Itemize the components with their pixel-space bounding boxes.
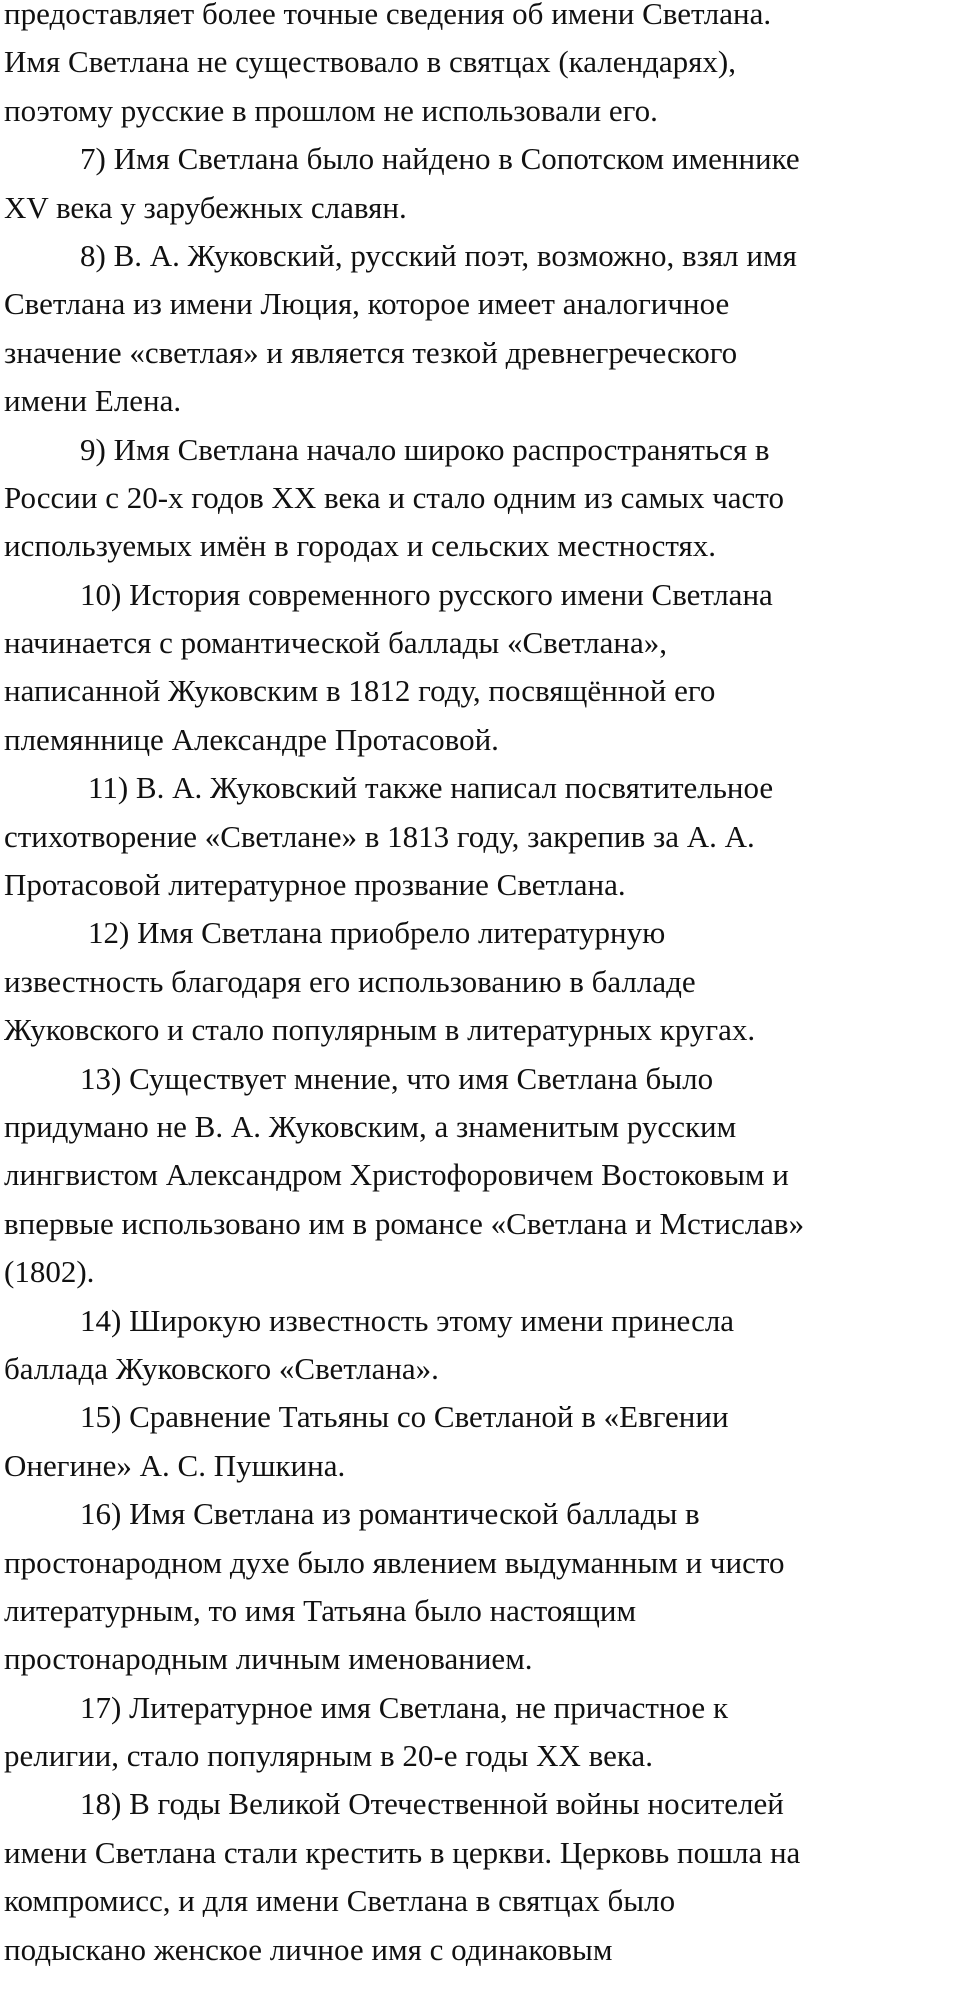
- paragraph-9-start: 9) Имя Светлана начало широко распространяться в: [80, 431, 770, 467]
- paragraph-15-start: 15) Сравнение Татьяны со Светланой в «Евгении: [80, 1399, 729, 1435]
- paragraph-10-start: 10) История современного русского имени Светлана: [80, 576, 773, 612]
- text-line: простонародном духе было явлением выдуманным и чисто: [4, 1544, 785, 1580]
- text-line: используемых имён в городах и сельских местностях.: [4, 528, 717, 564]
- text-line: Имя Светлана не существовало в святцах (календарях),: [4, 44, 736, 80]
- text-line: предоставляет более точные сведения об имени Светлана.: [4, 0, 772, 31]
- text-line: компромисс, и для имени Светлана в святцах было: [4, 1883, 676, 1919]
- text-line: религии, стало популярным в 20-е годы XX века.: [4, 1738, 653, 1774]
- text-line: начинается с романтической баллады «Светлана»,: [4, 625, 667, 661]
- text-line: написанной Жуковским в 1812 году, посвящённой его: [4, 673, 716, 709]
- text-line: стихотворение «Светлане» в 1813 году, закрепив за А. А.: [4, 818, 755, 854]
- text-line: России с 20-х годов XX века и стало одним из самых часто: [4, 479, 784, 515]
- text-line: Светлана из имени Люция, которое имеет аналогичное: [4, 286, 730, 322]
- text-line: (1802).: [4, 1254, 95, 1290]
- paragraph-16-start: 16) Имя Светлана из романтической баллады в: [80, 1496, 700, 1532]
- text-line: баллада Жуковского «Светлана».: [4, 1350, 439, 1386]
- text-line: простонародным личным именованием.: [4, 1641, 533, 1677]
- text-line: значение «светлая» и является тезкой древнегреческого: [4, 334, 738, 370]
- text-line: придумано не В. А. Жуковским, а знаменитым русским: [4, 1108, 737, 1144]
- paragraph-14-start: 14) Широкую известность этому имени принесла: [80, 1302, 735, 1338]
- text-line: Протасовой литературное прозвание Светлана.: [4, 867, 626, 903]
- paragraph-12-start: 12) Имя Светлана приобрело литературную: [88, 915, 666, 951]
- text-line: имени Светлана стали крестить в церкви. Церковь пошла на: [4, 1834, 801, 1870]
- paragraph-7-start: 7) Имя Светлана было найдено в Сопотском именнике: [80, 141, 800, 177]
- paragraph-8-start: 8) В. А. Жуковский, русский поэт, возможно, взял имя: [80, 237, 797, 273]
- paragraph-18-start: 18) В годы Великой Отечественной войны носителей: [80, 1786, 784, 1822]
- text-line: имени Елена.: [4, 383, 182, 419]
- text-line: подыскано женское личное имя с одинаковым: [4, 1931, 613, 1967]
- paragraph-11-start: 11) В. А. Жуковский также написал посвятительное: [88, 770, 774, 806]
- text-line: XV века у зарубежных славян.: [4, 189, 407, 225]
- text-line: Онегине» А. С. Пушкина.: [4, 1447, 346, 1483]
- text-line: племяннице Александре Протасовой.: [4, 721, 499, 757]
- paragraph-17-start: 17) Литературное имя Светлана, не причастное к: [80, 1689, 729, 1725]
- text-line: Жуковского и стало популярным в литературных кругах.: [4, 1012, 756, 1048]
- paragraph-13-start: 13) Существует мнение, что имя Светлана было: [80, 1060, 714, 1096]
- text-line: лингвистом Александром Христофоровичем Востоковым и: [4, 1157, 789, 1193]
- text-line: литературным, то имя Татьяна было настоящим: [4, 1592, 637, 1628]
- text-line: поэтому русские в прошлом не использовали его.: [4, 92, 658, 128]
- text-line: впервые использовано им в романсе «Светлана и Мстислав»: [4, 1205, 805, 1241]
- text-line: известность благодаря его использованию в балладе: [4, 963, 696, 999]
